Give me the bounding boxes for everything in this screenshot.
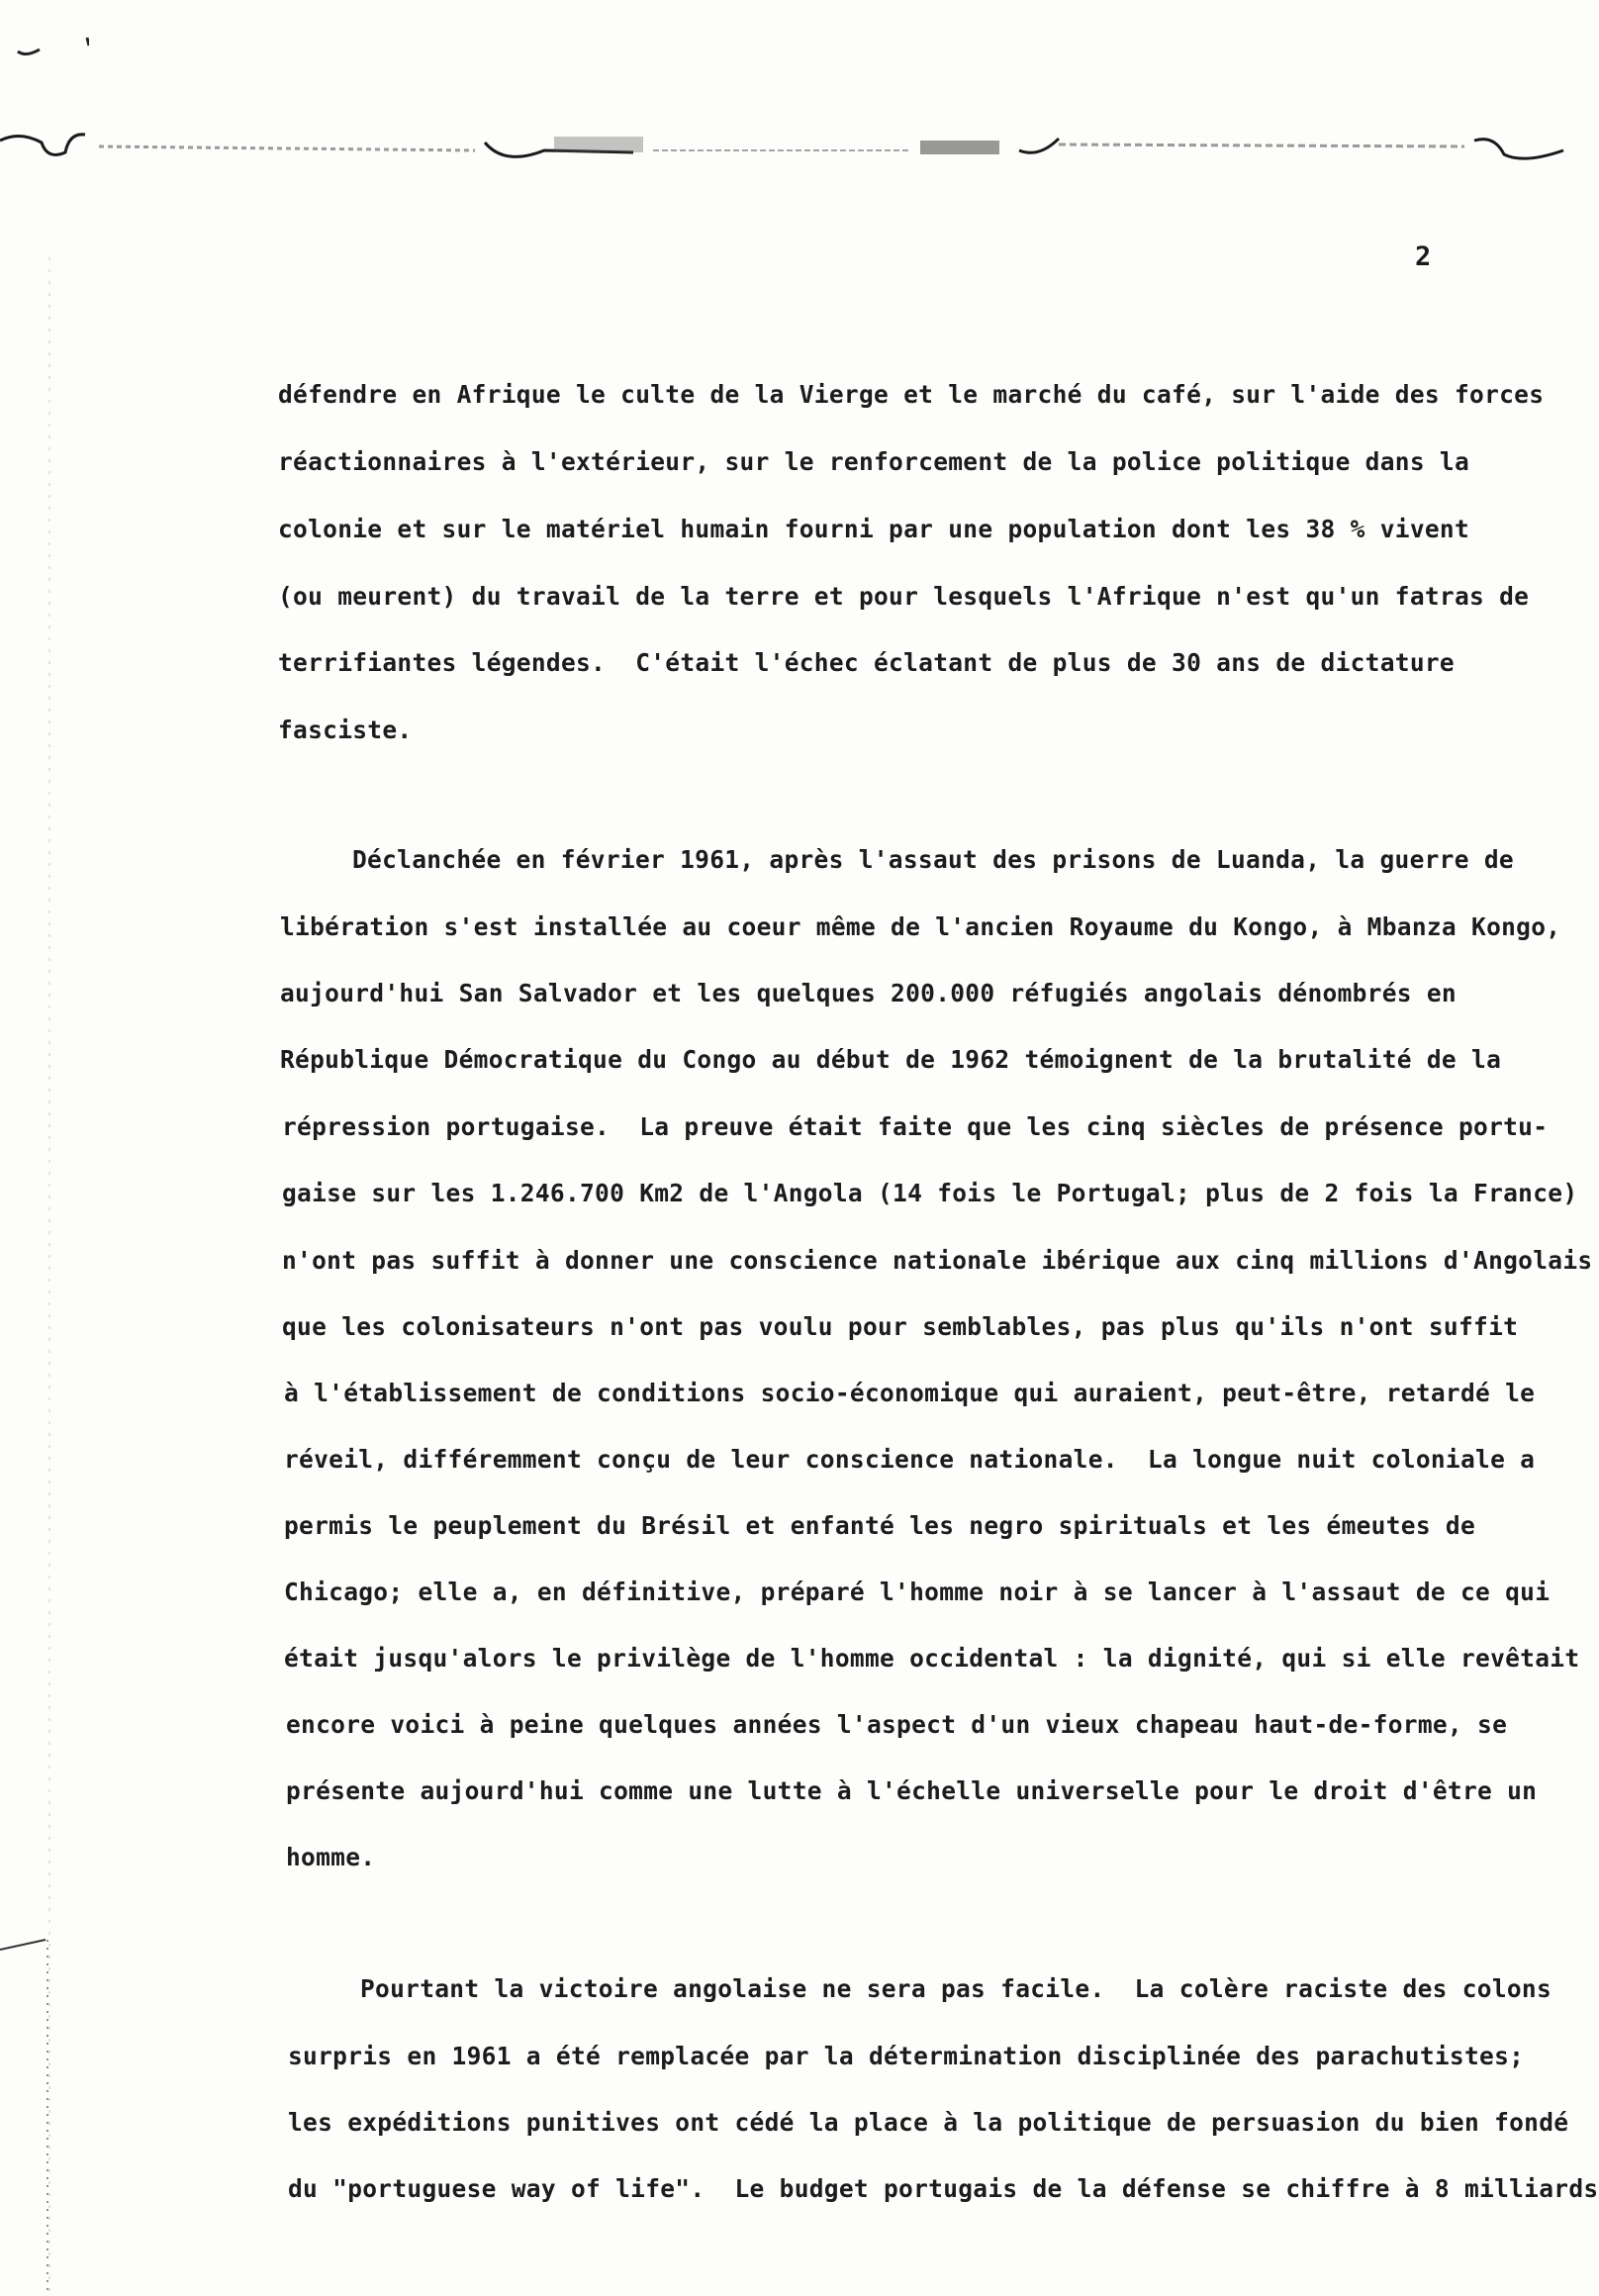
- text-line: était jusqu'alors le privilège de l'homme occidental : la dignité, qui si elle revêtait: [284, 1644, 1580, 1673]
- text-line: gaise sur les 1.246.700 Km2 de l'Angola (14 fois le Portugal; plus de 2 fois la France): [282, 1179, 1578, 1207]
- scan-left-margin-artifacts: [0, 0, 89, 2296]
- text-line: aujourd'hui San Salvador et les quelques 200.000 réfugiés angolais dénombrés en: [280, 979, 1457, 1007]
- text-line: colonie et sur le matériel humain fourni par une population dont les 38 % vivent: [278, 515, 1470, 543]
- text-line: libération s'est installée au coeur même de l'ancien Royaume du Kongo, à Mbanza Kongo,: [280, 912, 1561, 941]
- text-line: réactionnaires à l'extérieur, sur le renforcement de la police politique dans la: [278, 447, 1470, 476]
- text-line: terrifiantes légendes. C'était l'échec éclatant de plus de 30 ans de dictature: [278, 648, 1455, 677]
- text-line: présente aujourd'hui comme une lutte à l'échelle universelle pour le droit d'être un: [286, 1776, 1538, 1805]
- page-number: 2: [1415, 241, 1432, 272]
- text-line: fasciste.: [278, 716, 413, 744]
- text-line: permis le peuplement du Brésil et enfanté les negro spirituals et les émeutes de: [284, 1511, 1476, 1540]
- text-line: homme.: [286, 1843, 376, 1871]
- text-line: n'ont pas suffit à donner une conscience nationale ibérique aux cinq millions d'Angolais: [282, 1246, 1593, 1275]
- text-line: Déclanchée en février 1961, après l'assaut des prisons de Luanda, la guerre de: [352, 845, 1514, 874]
- scan-top-artifact-band: [0, 127, 1599, 166]
- text-line: surpris en 1961 a été remplacée par la détermination disciplinée des parachutistes;: [288, 2042, 1525, 2070]
- text-line: que les colonisateurs n'ont pas voulu pour semblables, pas plus qu'ils n'ont suffit: [282, 1312, 1519, 1341]
- text-line: République Démocratique du Congo au début de 1962 témoignent de la brutalité de la: [280, 1045, 1502, 1074]
- text-line: du "portuguese way of life". Le budget portugais de la défense se chiffre à 8 milliards: [288, 2174, 1599, 2203]
- text-line: (ou meurent) du travail de la terre et pour lesquels l'Afrique n'est qu'un fatras de: [278, 582, 1530, 611]
- text-line: Chicago; elle a, en définitive, préparé l'homme noir à se lancer à l'assaut de ce qui: [284, 1578, 1551, 1606]
- text-line: répression portugaise. La preuve était faite que les cinq siècles de présence portu-: [282, 1112, 1549, 1141]
- text-line: encore voici à peine quelques années l'aspect d'un vieux chapeau haut-de-forme, se: [286, 1710, 1508, 1739]
- text-line: les expéditions punitives ont cédé la place à la politique de persuasion du bien fondé: [288, 2108, 1569, 2137]
- text-line: défendre en Afrique le culte de la Vierge et le marché du café, sur l'aide des forces: [278, 380, 1545, 409]
- text-line: réveil, différemment conçu de leur conscience nationale. La longue nuit coloniale a: [284, 1445, 1536, 1474]
- text-line: à l'établissement de conditions socio-économique qui auraient, peut-être, retardé le: [284, 1379, 1536, 1407]
- text-line: Pourtant la victoire angolaise ne sera pas facile. La colère raciste des colons: [360, 1974, 1552, 2003]
